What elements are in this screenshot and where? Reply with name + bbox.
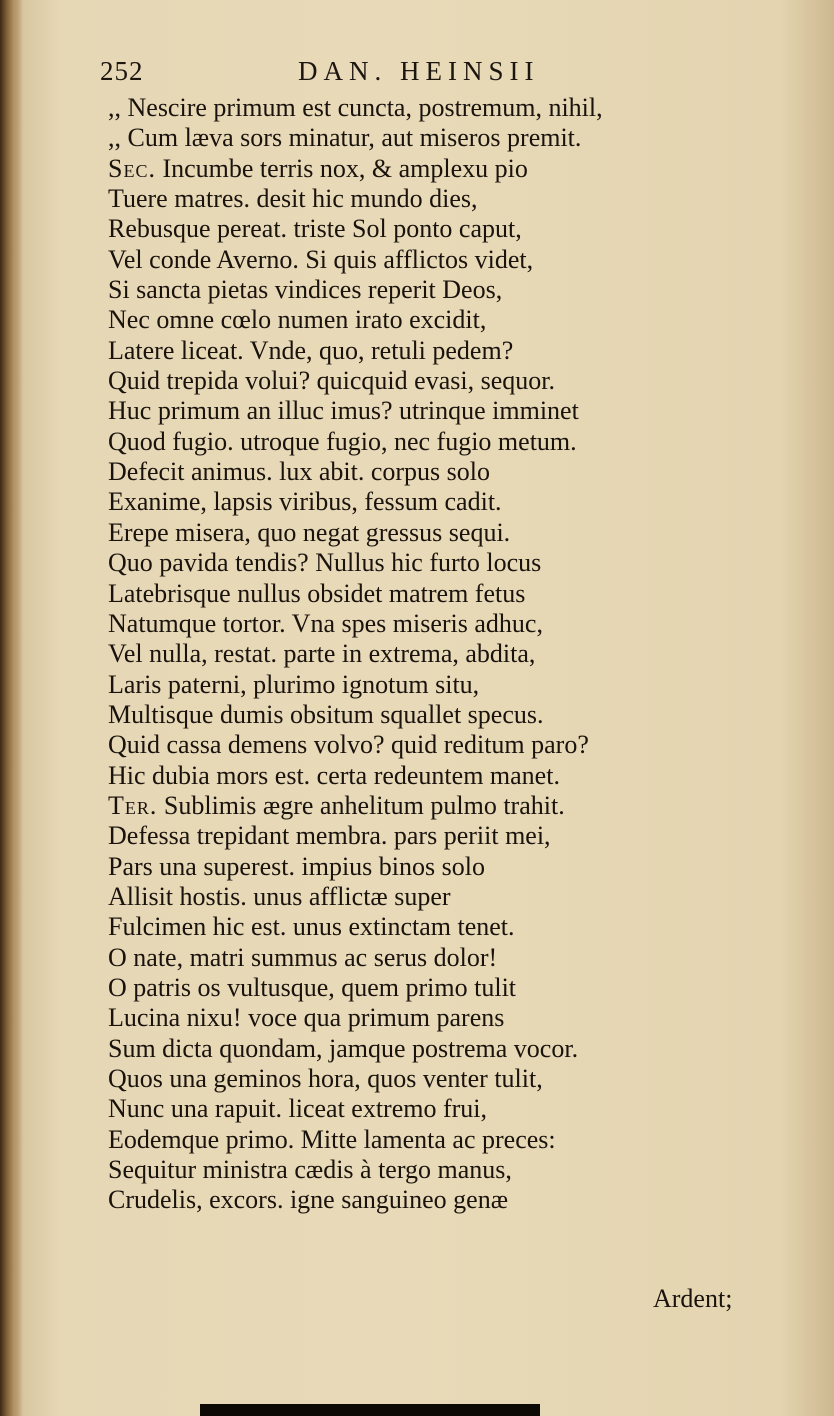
verse-line xyxy=(108,487,768,517)
verse-line xyxy=(108,396,768,426)
page-number: 252 xyxy=(100,56,144,86)
verse-text-content: O patris os vultusque, quem primo tulit xyxy=(108,972,517,1002)
page-header xyxy=(100,56,700,96)
verse-line xyxy=(108,852,768,882)
running-head: DAN. HEINSII xyxy=(298,56,540,86)
verse-text-content: ,, Cum læva sors minatur, aut miseros premit. xyxy=(108,123,582,153)
verse-text-content: Latere liceat. Vnde, quo, retuli pedem? xyxy=(108,335,514,365)
verse-line xyxy=(108,123,768,153)
verse-text-content: Vel nulla, restat. parte in extrema, abdita, xyxy=(108,639,536,669)
verse-line xyxy=(108,305,768,335)
verse-text-content: Natumque tortor. Vna spes miseris adhuc, xyxy=(108,608,543,638)
verse-text-content: Fulcimen hic est. unus extinctam tenet. xyxy=(108,912,515,942)
verse-line xyxy=(108,214,768,244)
verse-text-content: Latebrisque nullus obsidet matrem fetus xyxy=(108,578,526,608)
verse-line xyxy=(108,1034,768,1064)
verse-line xyxy=(108,973,768,1003)
verse-line xyxy=(108,609,768,639)
verse-text-content: Defecit animus. lux abit. corpus solo xyxy=(108,457,490,487)
verse-text-content: Rebusque pereat. triste Sol ponto caput, xyxy=(108,214,522,244)
verse-line xyxy=(108,275,768,305)
verse-text-content: Sequitur ministra cædis à tergo manus, xyxy=(108,1155,512,1185)
verse-line xyxy=(108,730,768,760)
verse-text-content: Crudelis, excors. igne sanguineo genæ xyxy=(108,1185,509,1215)
verse-line xyxy=(108,882,768,912)
verse-line xyxy=(108,670,768,700)
verse-text-content: Incumbe terris nox, & amplexu pio xyxy=(162,153,528,183)
verse-text-content: ,, Nescire primum est cuncta, postremum, nihil, xyxy=(108,93,603,122)
verse-line xyxy=(108,184,768,214)
verse-text xyxy=(108,93,768,1216)
verse-text-content: Si sancta pietas vindices reperit Deos, xyxy=(108,275,503,305)
verse-text-content: Sublimis ægre anhelitum pulmo trahit. xyxy=(163,790,565,820)
verse-text-content: Quid cassa demens volvo? quid reditum paro? xyxy=(108,730,589,760)
verse-line xyxy=(108,1155,768,1185)
speaker-label: Sec. xyxy=(108,153,156,183)
verse-line xyxy=(108,791,768,821)
verse-text-content: Exanime, lapsis viribus, fessum cadit. xyxy=(108,487,502,517)
verse-text-content: O nate, matri summus ac serus dolor! xyxy=(108,942,498,972)
verse-text-content: Quod fugio. utroque fugio, nec fugio metum. xyxy=(108,426,577,456)
verse-line xyxy=(108,518,768,548)
verse-text-content: Nec omne cœlo numen irato excidit, xyxy=(108,305,487,335)
binding-shadow xyxy=(200,1404,540,1416)
verse-text-content: Nunc una rapuit. liceat extremo frui, xyxy=(108,1094,488,1124)
verse-text-content: Allisit hostis. unus afflictæ super xyxy=(108,881,451,911)
verse-text-content: Hic dubia mors est. certa redeuntem manet. xyxy=(108,760,560,790)
verse-text-content: Pars una superest. impius binos solo xyxy=(108,851,485,881)
verse-text-content: Sum dicta quondam, jamque postrema vocor. xyxy=(108,1033,579,1063)
verse-line xyxy=(108,93,768,123)
verse-line xyxy=(108,912,768,942)
verse-text-content: Lucina nixu! voce qua primum parens xyxy=(108,1003,505,1033)
verse-text-content: Tuere matres. desit hic mundo dies, xyxy=(108,184,478,214)
verse-line xyxy=(108,457,768,487)
verse-text-content: Eodemque primo. Mitte lamenta ac preces: xyxy=(108,1124,556,1154)
verse-line xyxy=(108,366,768,396)
verse-line xyxy=(108,1094,768,1124)
verse-line xyxy=(108,579,768,609)
verse-line xyxy=(108,761,768,791)
verse-line xyxy=(108,154,768,184)
verse-line xyxy=(108,427,768,457)
catchword: Ardent; xyxy=(653,1284,733,1313)
verse-text-content: Defessa trepidant membra. pars periit mei, xyxy=(108,821,551,851)
verse-line xyxy=(108,639,768,669)
verse-text-content: Quos una geminos hora, quos venter tulit, xyxy=(108,1064,543,1093)
verse-text-content: Huc primum an illuc imus? utrinque imminet xyxy=(108,396,579,426)
verse-text-content: Erepe misera, quo negat gressus sequi. xyxy=(108,517,511,547)
verse-line xyxy=(108,245,768,275)
verse-line xyxy=(108,1003,768,1033)
verse-text-content: Laris paterni, plurimo ignotum situ, xyxy=(108,669,480,699)
verse-line xyxy=(108,1185,768,1215)
verse-text-content: Multisque dumis obsitum squallet specus. xyxy=(108,699,544,729)
verse-line xyxy=(108,548,768,578)
verse-text-content: Vel conde Averno. Si quis afflictos videt, xyxy=(108,244,534,274)
verse-text-content: Quid trepida volui? quicquid evasi, sequor. xyxy=(108,366,555,396)
speaker-label: Ter. xyxy=(108,790,158,820)
verse-text-content: Quo pavida tendis? Nullus hic furto locus xyxy=(108,548,542,578)
verse-line xyxy=(108,1125,768,1155)
verse-line xyxy=(108,700,768,730)
verse-line xyxy=(108,943,768,973)
verse-line xyxy=(108,821,768,851)
verse-line xyxy=(108,1064,768,1094)
verse-line xyxy=(108,336,768,366)
